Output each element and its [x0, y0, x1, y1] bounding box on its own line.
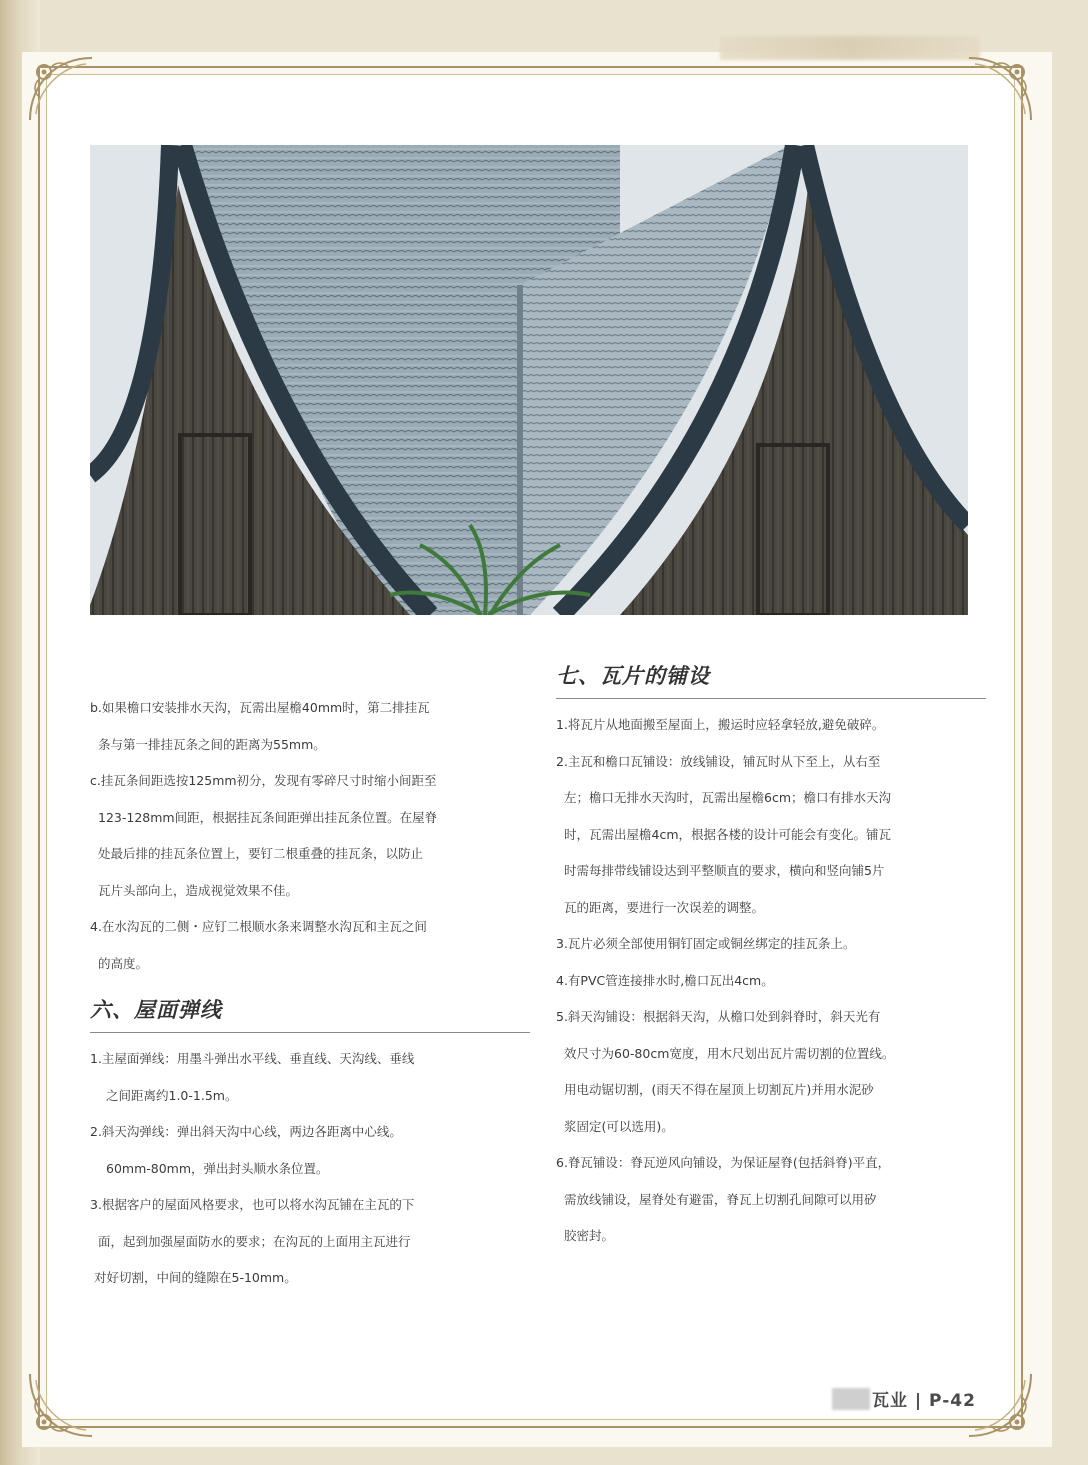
page-footer: 瓦业 | P-42 [872, 1391, 976, 1411]
right-column [556, 660, 986, 1255]
corner-ornament-icon [26, 1370, 96, 1440]
paragraph-line: 1.将瓦片从地面搬至屋面上，搬运时应轻拿轻放,避免破碎。 [556, 717, 885, 732]
paragraph-line: 时需每排带线铺设达到平整顺直的要求，横向和竖向铺5片 [564, 863, 885, 878]
left-column [90, 690, 530, 1297]
blurred-header-bar [720, 36, 980, 60]
section-heading: 七、瓦片的铺设 [556, 660, 986, 699]
paragraph-line: 瓦的距离，要进行一次误差的调整。 [564, 899, 765, 915]
paragraph-line: 1.主屋面弹线：用墨斗弹出水平线、垂直线、天沟线、垂线 [90, 1051, 415, 1066]
paragraph-line: 需放线铺设，屋脊处有避雷，脊瓦上切割孔间隙可以用矽 [564, 1191, 877, 1207]
paragraph-line: 左；檐口无排水天沟时，瓦需出屋檐6cm；檐口有排水天沟 [564, 790, 892, 805]
paragraph-line: 3.瓦片必须全部使用铜钉固定或铜丝绑定的挂瓦条上。 [556, 936, 856, 951]
paragraph-line: 4.有PVC管连接排水时,檐口瓦出4cm。 [556, 972, 774, 988]
paragraph-line: 用电动锯切割，(雨天不得在屋顶上切割瓦片)并用水泥砂 [564, 1082, 874, 1097]
paragraph-line: 6.脊瓦铺设：脊瓦逆风向铺设，为保证屋脊(包括斜脊)平直， [556, 1155, 891, 1170]
paragraph-line: 胶密封。 [564, 1228, 615, 1243]
paragraph-line: 浆固定(可以选用)。 [564, 1118, 674, 1134]
paragraph-line: 瓦片头部向上，造成视觉效果不佳。 [98, 882, 299, 898]
paragraph-line: 处最后排的挂瓦条位置上，要钉二根重叠的挂瓦条，以防止 [98, 846, 424, 861]
blurred-brand-mark [832, 1388, 870, 1410]
paragraph-line: 5.斜天沟铺设：根据斜天沟，从檐口处到斜脊时，斜天光有 [556, 1009, 881, 1024]
paragraph-line: 时，瓦需出屋檐4cm，根据各楼的设计可能会有变化。铺瓦 [564, 826, 892, 842]
corner-ornament-icon [965, 54, 1035, 124]
paragraph-line: 3.根据客户的屋面风格要求，也可以将水沟瓦铺在主瓦的下 [90, 1197, 415, 1212]
roof-photo [90, 145, 968, 615]
section-heading: 六、屋面弹线 [90, 994, 530, 1033]
paragraph-line: c.挂瓦条间距选按125mm初分，发现有零碎尺寸时缩小间距至 [90, 773, 437, 788]
paragraph-line: 2.斜天沟弹线：弹出斜天沟中心线，两边各距离中心线。 [90, 1124, 402, 1139]
paragraph-line: 2.主瓦和檐口瓦铺设：放线铺设，铺瓦时从下至上，从右至 [556, 753, 881, 769]
corner-ornament-icon [26, 54, 96, 124]
paragraph-line: 效尺寸为60-80cm宽度，用木尺划出瓦片需切割的位置线。 [564, 1045, 895, 1061]
paragraph-line: 之间距离约1.0-1.5m。 [106, 1087, 238, 1103]
paragraph-line: 4.在水沟瓦的二侧・应钉二根顺水条来调整水沟瓦和主瓦之间 [90, 919, 427, 934]
paragraph-line: 条与第一排挂瓦条之间的距离为55mm。 [98, 736, 326, 752]
paragraph-line: 60mm-80mm，弹出封头顺水条位置。 [106, 1160, 329, 1176]
roof-illustration [90, 145, 968, 615]
paragraph-line: 面，起到加强屋面防水的要求；在沟瓦的上面用主瓦进行 [98, 1233, 411, 1249]
paragraph-line: 123-128mm间距，根据挂瓦条间距弹出挂瓦条位置。在屋脊 [98, 809, 438, 825]
paragraph-line: 对好切割，中间的缝隙在5-10mm。 [94, 1270, 297, 1285]
paragraph-line: 的高度。 [98, 955, 149, 971]
paragraph-line: b.如果檐口安装排水天沟，瓦需出屋檐40mm时，第二排挂瓦 [90, 700, 430, 715]
